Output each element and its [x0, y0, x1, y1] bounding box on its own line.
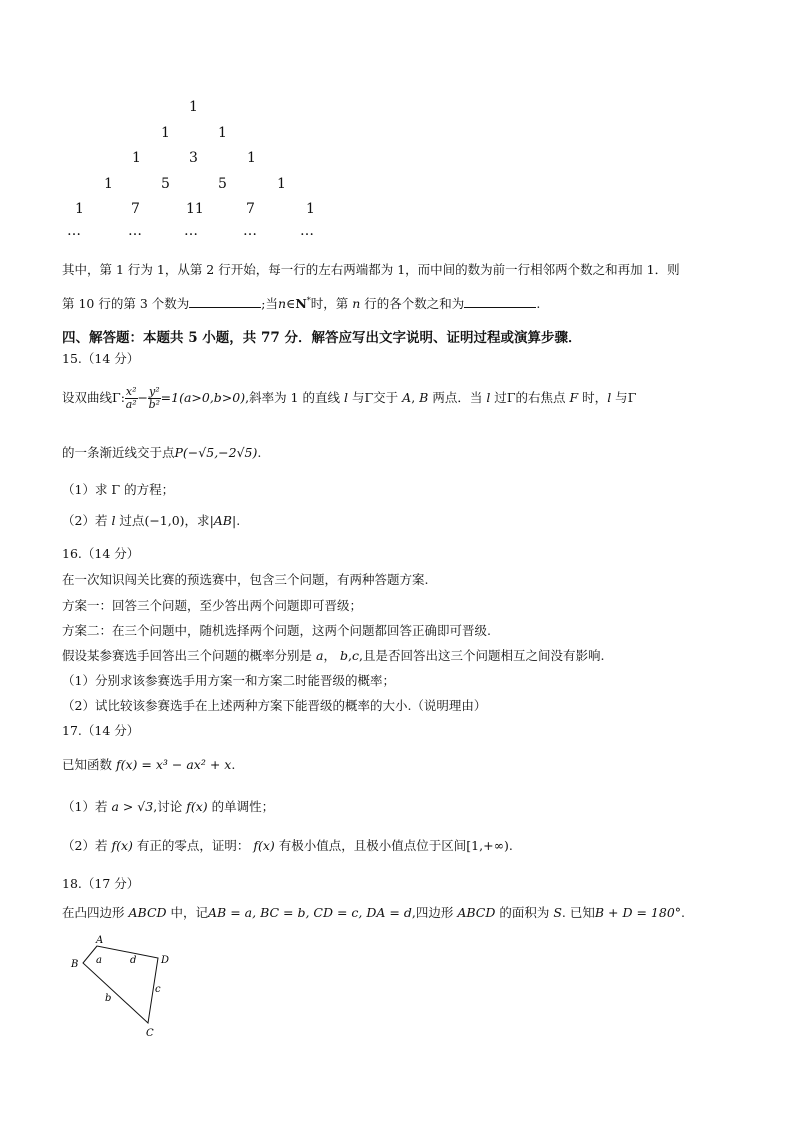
triangle-cell: 5 — [161, 176, 170, 192]
q16-line-1: 在一次知识闯关比赛的预选赛中，包含三个问题，有两种答题方案. — [62, 572, 429, 587]
q15-line-2: 的一条渐近线交于点P(−√5,−2√5). — [62, 445, 262, 460]
side-label-b: b — [105, 993, 112, 1004]
triangle-cell: 1 — [277, 176, 286, 192]
vertex-label-a: A — [96, 935, 104, 946]
q17-line-1: 已知函数 f(x) = x³ − ax² + x. — [62, 757, 236, 772]
q18-number: 18.（17 分） — [62, 876, 140, 891]
triangle-cell: 1 — [75, 201, 84, 217]
quadrilateral-outline — [83, 946, 158, 1023]
answer-blank-2[interactable] — [464, 295, 536, 308]
triangle-cell: 1 — [247, 150, 256, 166]
q16-line-3: 方案二：在三个问题中，随机选择两个问题，这两个问题都回答正确即可晋级. — [62, 623, 491, 638]
q16-part-1: （1）分别求该参赛选手用方案一和方案二时能晋级的概率； — [62, 673, 395, 688]
section-heading: 四、解答题：本题共 5 小题，共 77 分．解答应写出文字说明、证明过程或演算步骤． — [62, 330, 582, 346]
side-label-a: a — [96, 955, 102, 966]
triangle-cell: 1 — [132, 150, 141, 166]
vertex-label-d: D — [161, 955, 170, 966]
q18-line-1: 在凸四边形 ABCD 中，记AB = a, BC = b, CD = c, DA = d,四边形 ABCD 的面积为 S. 已知B + D = 180°. — [62, 905, 686, 920]
q16-line-4: 假设某参赛选手回答出三个问题的概率分别是 a， b,c,且是否回答出这三个问题相互之间没有影响. — [62, 648, 605, 663]
triangle-cell: 1 — [104, 176, 113, 192]
intro-line-1: 其中，第 1 行为 1，从第 2 行开始，每一行的左右两端都为 1，而中间的数为前一行相邻两个数之和再加 1．则 — [62, 262, 680, 277]
vertex-label-b: B — [71, 959, 79, 970]
triangle-cell: 1 — [189, 99, 198, 115]
q16-number: 16.（14 分） — [62, 546, 140, 561]
triangle-cell: … — [184, 223, 198, 239]
triangle-cell: … — [243, 223, 257, 239]
triangle-cell: 1 — [306, 201, 315, 217]
triangle-cell: 7 — [131, 201, 140, 217]
q16-part-2: （2）试比较该参赛选手在上述两种方案下能晋级的概率的大小.（说明理由） — [62, 698, 487, 713]
q17-part-1: （1）若 a > √3,讨论 f(x) 的单调性； — [62, 799, 275, 814]
triangle-cell: 1 — [218, 125, 227, 141]
q17-part-2: （2）若 f(x) 有正的零点，证明： f(x) 有极小值点，且极小值点位于区间[1,+∞). — [62, 838, 513, 853]
triangle-cell: … — [67, 223, 81, 239]
triangle-cell: 5 — [218, 176, 227, 192]
q17-number: 17.（14 分） — [62, 723, 140, 738]
answer-blank-1[interactable] — [189, 295, 261, 308]
triangle-cell: 7 — [246, 201, 255, 217]
triangle-cell: … — [300, 223, 314, 239]
q15-part-1: （1）求 Γ 的方程； — [62, 482, 175, 497]
triangle-cell: 11 — [186, 201, 204, 217]
triangle-cell: … — [128, 223, 142, 239]
triangle-cell: 3 — [189, 150, 198, 166]
side-label-d: d — [130, 955, 137, 966]
q15-line-1: 设双曲线Γ: $\frac{\text{x²}}{\text{a²}}$ − $\frac{\text{y²}}{\text{b²}}$ =1(a>0,b>0),斜率为 1 的直线 l 与Γ交于 A, B 两点．当 l 过Γ的右焦点 F 时，l 与Γ — [62, 385, 637, 411]
q16-line-2: 方案一：回答三个问题，至少答出两个问题即可晋级； — [62, 598, 363, 613]
triangle-cell: 1 — [161, 125, 170, 141]
q15-part-2: （2）若 l 过点(−1,0)，求|AB|. — [62, 513, 241, 528]
intro-line-2: 第 10 行的第 3 个数为 ;当n∈N*时，第 n 行的各个数之和为 . — [62, 295, 541, 311]
quadrilateral-figure — [60, 930, 190, 1040]
vertex-label-c: C — [146, 1028, 154, 1039]
side-label-c: c — [155, 984, 161, 995]
q15-number: 15.（14 分） — [62, 351, 140, 366]
